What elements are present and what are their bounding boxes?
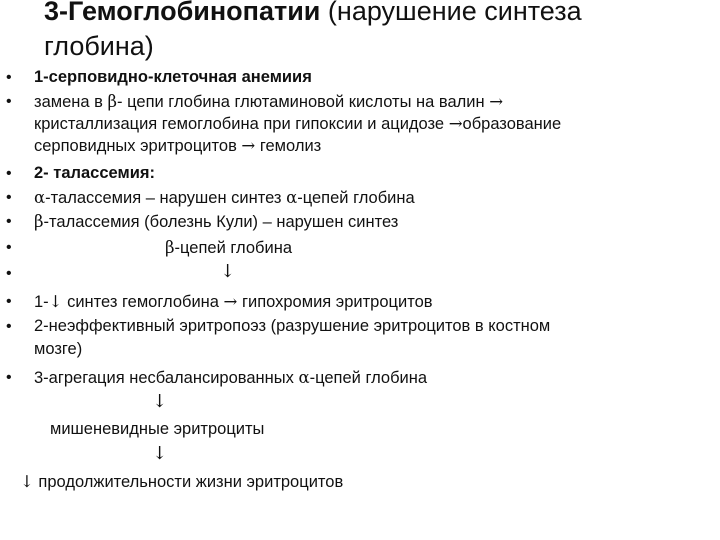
line-aggregation: 3-агрегация несбалансированных α-цепей глобина xyxy=(34,368,428,387)
alpha-symbol: α xyxy=(286,188,298,207)
slide-title xyxy=(44,0,704,64)
bullet-7: • xyxy=(6,265,12,282)
arrow-right-icon: → xyxy=(489,92,504,111)
arrow-right-icon: → xyxy=(448,114,463,133)
arrow-down-icon: ↓ xyxy=(220,261,236,282)
title-rest-line2: глобина) xyxy=(44,31,154,61)
line-ineffective-erythropoiesis: 2-неэффективный эритропоэз (разрушение эритроцитов в костном xyxy=(34,317,551,335)
arrow-down-icon: ↓ xyxy=(152,443,168,464)
title-bold-part: 3-Гемоглобинопатии xyxy=(44,0,321,26)
line-beta-thalassemia: β-талассемия (болезнь Кули) – нарушен синтез xyxy=(34,212,399,231)
line-crystallization: кристаллизация гемоглобина при гипоксии и ацидозе →образование xyxy=(34,114,562,133)
bullet-1: • xyxy=(6,69,12,86)
arrow-down-icon: ↓ xyxy=(20,472,34,491)
arrow-right-icon: → xyxy=(241,136,256,155)
bullet-3: • xyxy=(6,165,12,182)
beta-symbol: β xyxy=(165,238,175,257)
line-target-cells: мишеневидные эритроциты xyxy=(50,420,265,438)
line-alpha-thalassemia: α-талассемия – нарушен синтез α-цепей глобина xyxy=(34,188,415,207)
alpha-symbol: α xyxy=(298,368,310,387)
bullet-6: • xyxy=(6,239,12,256)
bullet-2: • xyxy=(6,93,12,110)
arrow-right-icon: → xyxy=(223,292,238,311)
line-hypochromia: 1-↓ синтез гемоглобина → гипохромия эритроцитов xyxy=(34,292,433,311)
title-rest-line1: (нарушение синтеза xyxy=(327,0,582,26)
line-lifespan: ↓ продолжительности жизни эритроцитов xyxy=(20,472,344,491)
line-substitution: замена в β- цепи глобина глютаминовой кислоты на валин → xyxy=(34,92,504,111)
line-beta-chains: β-цепей глобина xyxy=(165,238,292,257)
line-hemolysis: серповидных эритроцитов → гемолиз xyxy=(34,136,322,155)
beta-symbol: β xyxy=(107,92,118,111)
arrow-down-icon: ↓ xyxy=(48,292,63,311)
bullet-4: • xyxy=(6,189,12,206)
line-sickle-cell: 1-серповидно-клеточная анемиия xyxy=(34,68,312,86)
bullet-9: • xyxy=(6,318,12,335)
bullet-8: • xyxy=(6,293,12,310)
alpha-symbol: α xyxy=(34,188,46,207)
bullet-10: • xyxy=(6,369,12,386)
line-thalassemia: 2- талассемия: xyxy=(34,164,155,182)
bullet-5: • xyxy=(6,213,12,230)
beta-symbol: β xyxy=(34,212,44,231)
line-bone-marrow: мозге) xyxy=(34,340,83,358)
arrow-down-icon: ↓ xyxy=(152,391,168,412)
